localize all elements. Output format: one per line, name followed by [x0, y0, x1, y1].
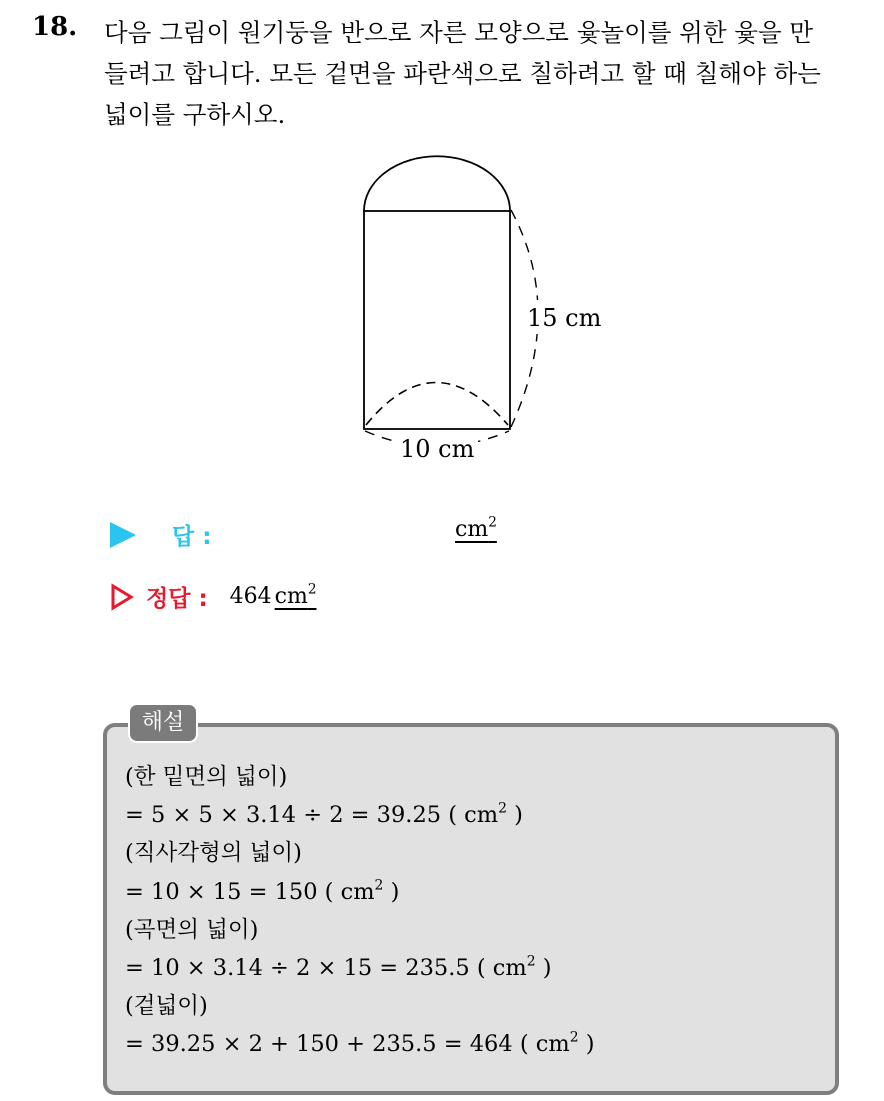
- top-arc: [364, 156, 510, 211]
- correct-answer-label: 정답 :: [146, 586, 208, 612]
- question-line: 넓이를 구하시오.: [104, 100, 286, 129]
- hidden-bottom-arc: [366, 383, 508, 426]
- correct-answer-value: [229, 581, 317, 609]
- height-label: 15 cm: [527, 304, 602, 332]
- explanation-line: [125, 1025, 595, 1063]
- correct-unit: [274, 581, 317, 609]
- unit-exponent: 2: [498, 800, 507, 817]
- explanation-line: [125, 949, 595, 987]
- explanation-line: [125, 796, 595, 834]
- outline-triangle-icon: [110, 583, 134, 611]
- explanation-tab: 해설: [128, 703, 198, 743]
- explanation-line-tail: ): [535, 955, 552, 982]
- explanation-line: [125, 987, 595, 1025]
- play-triangle-icon: [110, 522, 136, 548]
- half-cylinder-figure: [340, 150, 620, 470]
- explanation-line-text: (곡면의 넓이): [125, 916, 259, 943]
- explanation-line-text: (한 밑면의 넓이): [125, 764, 288, 790]
- explanation-line: [125, 834, 595, 872]
- answer-row: [110, 518, 211, 551]
- answer-blank-unit: [455, 514, 497, 542]
- explanation-line: [125, 911, 595, 949]
- explanation-line-text: = 39.25 × 2 + 150 + 235.5 = 464 ( cm: [125, 1031, 570, 1058]
- explanation-line-text: = 5 × 5 × 3.14 ÷ 2 = 39.25 ( cm: [125, 802, 499, 829]
- correct-unit-exp: 2: [307, 581, 317, 598]
- explanation-line-text: = 10 × 3.14 ÷ 2 × 15 = 235.5 ( cm: [125, 955, 527, 982]
- question-line: 들려고 합니다. 모든 겉면을 파란색으로 칠하려고 할 때 칠해야 하는: [104, 59, 821, 88]
- explanation-lines: [125, 758, 595, 1064]
- explanation-line-tail: ): [506, 802, 523, 829]
- width-label: 10 cm: [400, 435, 475, 463]
- answer-unit-base: cm: [455, 517, 489, 542]
- correct-unit-base: cm: [274, 584, 308, 609]
- front-rectangle: [364, 211, 510, 429]
- unit-exponent: 2: [569, 1029, 579, 1046]
- unit-exponent: 2: [374, 876, 384, 893]
- explanation-line-text: (겉넓이): [125, 993, 208, 1020]
- unit-exponent: 2: [526, 953, 536, 970]
- explanation-line: [125, 873, 595, 911]
- question-line: 다음 그림이 원기둥을 반으로 자른 모양으로 윷놀이를 위한 윷을 만: [104, 18, 814, 47]
- question-text: [104, 12, 864, 135]
- explanation-line-text: (직사각형의 넓이): [125, 840, 302, 867]
- explanation-line: [125, 758, 595, 796]
- explanation-line-tail: ): [383, 878, 400, 905]
- explanation-line-tail: ): [578, 1031, 595, 1058]
- question-number: 18.: [32, 12, 78, 42]
- explanation-line-text: = 10 × 15 = 150 ( cm: [125, 878, 375, 905]
- correct-answer-row: [110, 580, 317, 613]
- answer-label: 답 :: [172, 524, 212, 550]
- answer-unit-exp: 2: [488, 514, 497, 531]
- correct-value-number: 464: [229, 584, 272, 609]
